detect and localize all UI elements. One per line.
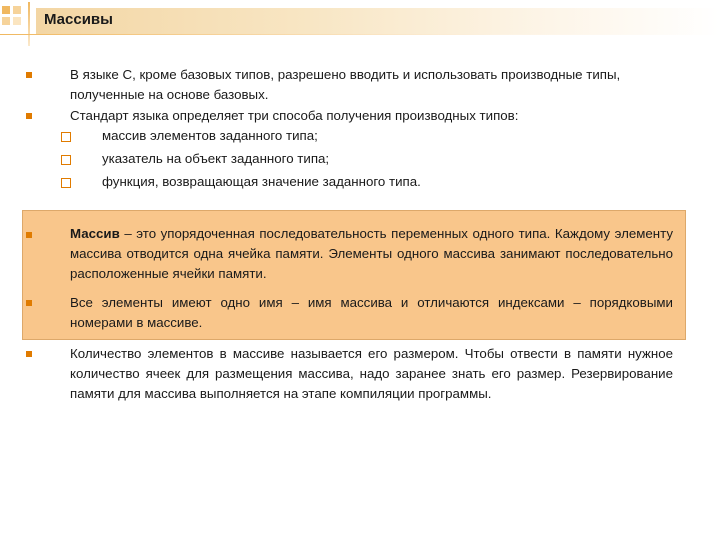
definition-paragraph [70, 224, 673, 284]
checkbox-bullet-icon [61, 132, 71, 142]
way-item-function: функция, возвращающая значение заданного типа. [102, 174, 421, 189]
bullet-icon [26, 113, 32, 119]
bullet-icon [26, 232, 32, 238]
definition-term: Массив [70, 226, 120, 241]
bullet-icon [26, 351, 32, 357]
header-decoration-square [2, 6, 10, 14]
title-bar [36, 8, 720, 34]
way-item-pointer: указатель на объект заданного типа; [102, 151, 330, 166]
bullet-icon [26, 72, 32, 78]
bullet-icon [26, 300, 32, 306]
header-decoration-square [2, 17, 10, 25]
intro-paragraph-1: В языке С, кроме базовых типов, разрешено вводить и использовать производные типы, полученные на основе базовых. [70, 67, 621, 102]
header-horizontal-line [0, 34, 720, 35]
header-decoration-square [13, 17, 21, 25]
header-decoration-square [13, 6, 21, 14]
checkbox-bullet-icon [61, 155, 71, 165]
slide-title: Массивы [44, 11, 113, 28]
intro-paragraph-2: Стандарт языка определяет три способа получения производных типов: [70, 108, 519, 123]
way-item-array: массив элементов заданного типа; [102, 128, 318, 143]
definition-text: – это упорядоченная последовательность переменных одного типа. Каждому элементу массива отводится одна ячейка памяти. Элементы одного массива занимают последовательно расположенные ячейки памяти. [70, 226, 673, 281]
size-paragraph: Количество элементов в массиве называется его размером. Чтобы отвести в памяти нужное количество ячеек для размещения массива, надо заранее знать его размер. Резервирование памяти для массива выполняется на этапе компиляции программы. [70, 346, 673, 401]
checkbox-bullet-icon [61, 178, 71, 188]
indexes-paragraph: Все элементы имеют одно имя – имя массива и отличаются индексами – порядковыми номерами в массиве. [70, 295, 673, 330]
header-vertical-line [28, 2, 30, 46]
